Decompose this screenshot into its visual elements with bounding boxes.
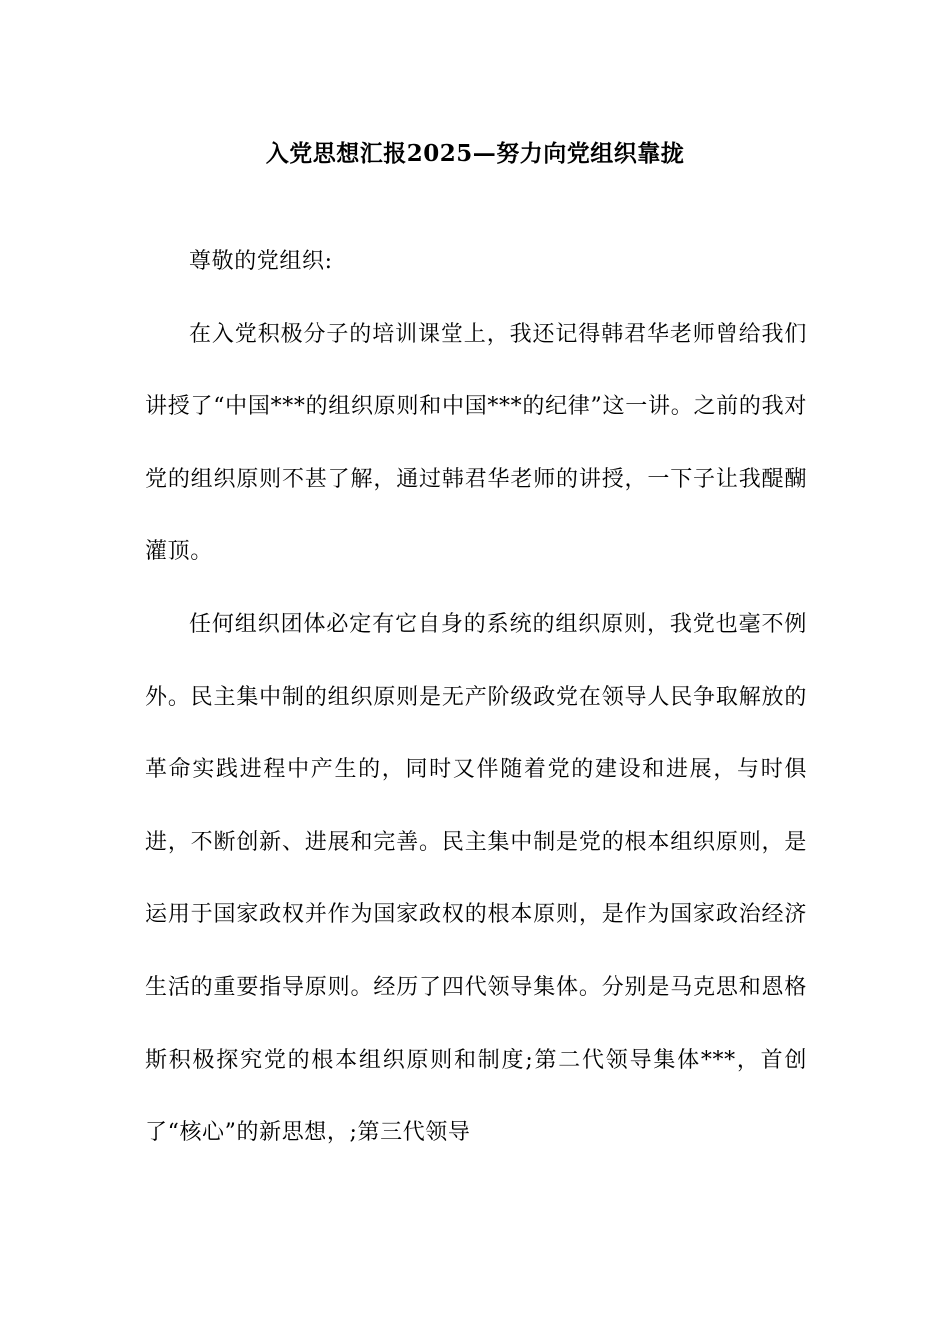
salutation: 尊敬的党组织:	[189, 249, 333, 274]
paragraph-1: 在入党积极分子的培训课堂上，我还记得韩君华老师曾给我们讲授了“中国***的组织原则和中国***的纪律”这一讲。之前的我对党的组织原则不甚了解，通过韩君华老师的讲授，一下子让我醍醐灌顶。	[145, 321, 807, 565]
paragraph-2: 任何组织团体必定有它自身的系统的组织原则，我党也毫不例外。民主集中制的组织原则是无产阶级政党在领导人民争取解放的革命实践进程中产生的，同时又伴随着党的建设和进展，与时俱进，不断创新、进展和完善。民主集中制是党的根本组织原则，是运用于国家政权并作为国家政权的根本原则，是作为国家政治经济生活的重要指导原则。经历了四代领导集体。分别是马克思和恩格斯积极探究党的根本组织原则和制度;第二代领导集体***，首创了“核心”的新思想，;第三代领导	[145, 611, 807, 1146]
document-body	[145, 226, 807, 1170]
document-title: 入党思想汇报2025—努力向党组织靠拢	[265, 140, 685, 167]
